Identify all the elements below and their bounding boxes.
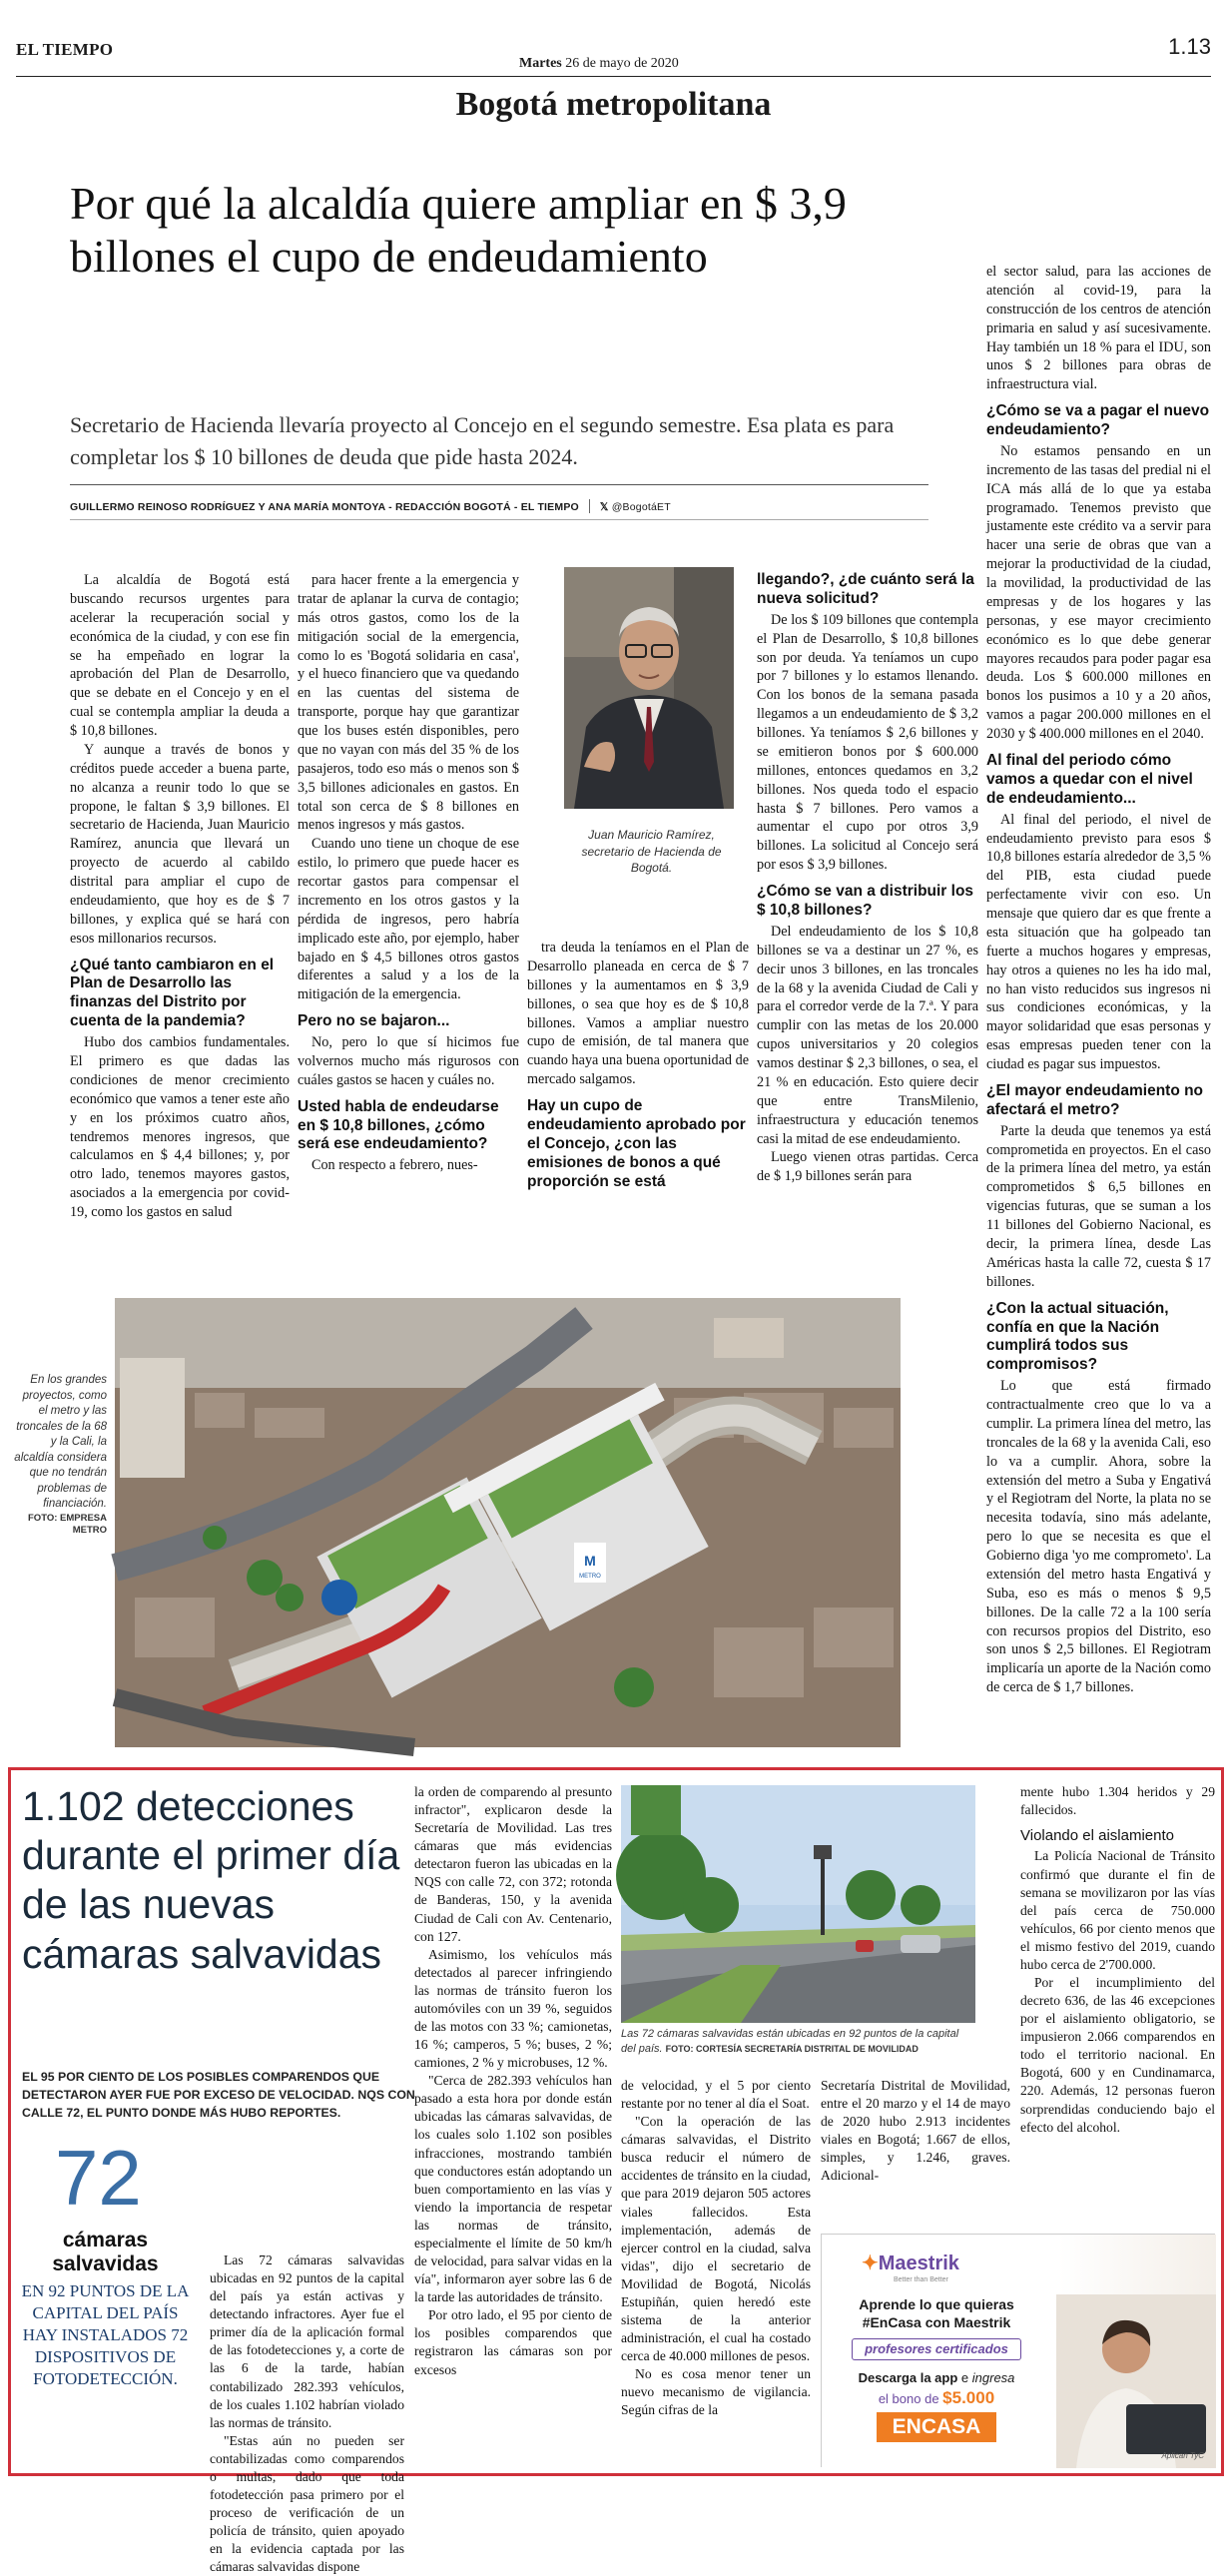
metro-sign-word: METRO — [579, 1574, 601, 1580]
ad-line-4 — [822, 2388, 1051, 2408]
camera-photo-credit: FOTO: CORTESÍA SECRETARÍA DISTRITAL DE MOVILIDAD — [665, 2043, 919, 2054]
paragraph: Por el incumplimiento del decreto 636, de las 46 excepciones por el aislamiento obligatorio, se impusieron 2.066 comparendos en todo el territorio nacional. En Bogotá, 600 y en Cundinamarca, 220. Además, 12 personas fueron sorprendidas conduciendo bajo el efecto del alcohol. — [1020, 1975, 1215, 2135]
paragraph: Las 72 cámaras salvavidas ubicadas en 92 puntos de la capital del país ya están activas y detectando infractores. Ayer fue el primer día de la aplicación formal de las fotodetecciones y, a corte de las 6 de la tarde, habían contabilizado 282.393 vehículos, de los cuales 1.102 habrían violado las normas de tránsito. — [210, 2253, 404, 2430]
metro-logo-left — [321, 1580, 357, 1615]
paragraph: Parte la deuda que tenemos ya está comprometida en proyectos. En el caso de la primera línea del metro, ya están comprometidos $ 6,5 billones en vigencias futuras, que se suman a los 11 billones del Gobierno Nacional, es decir, la primera línea, desde Las Américas hasta la calle 72, cuesta $ 17 billones. — [986, 1122, 1211, 1290]
big-stat-number: 72 — [55, 2134, 142, 2222]
paragraph: el sector salud, para las acciones de atención al covid-19, para la construcción de los centros de atención primaria en salud y así sucesivamente. Hay también un 18 % para el IDU, son unos $ 2 billones para obras de infraestructura vial. — [986, 264, 1211, 393]
main-photo-credit: FOTO: EMPRESA METRO — [28, 1512, 107, 1537]
paragraph: Del endeudamiento de los $ 10,8 billones se va a destinar un 27 %, es decir unos 3 billones, en las troncales de la 68 y la avenida Ciudad de Cali y para el corredor verde de la 7.ª. Y para cumplir con las metas de los 20.000 cupos universitarios y 20 colegios vamos destinar $ 2,3 billones, o sea, el 21 % en educación. Esto quiere decir que entre TransMilenio, infraestructura y educación tenemos casi la mitad de ese endeudamiento. — [757, 923, 978, 1147]
ad-line-3c: ingresa — [971, 2370, 1015, 2385]
page-number: 1.13 — [1168, 34, 1211, 59]
speed-camera-illustration — [621, 1785, 975, 2023]
question-heading: ¿Qué tanto cambiaron en el Plan de Desarrollo las finanzas del Distrito por cuenta de la pandemia? — [70, 956, 275, 1030]
paragraph: Cuando uno tiene un choque de ese estilo, lo primero que puede hacer es recortar gastos para compensar el incremento en los otros gastos y la pérdida de ingresos, pero habría implicado este año, por ejemplo, haber bajado en $ 4,5 billones otros gastos diferentes a salud y a los de la mitigación de la emergencia. — [298, 836, 519, 1003]
box-headline: 1.102 detecciones durante el primer día de las nuevas cámaras salvavidas — [22, 1783, 400, 1977]
paragraph: No estamos pensando en un incremento de las tasas del predial ni el ICA más allá de lo que ya estaba programado. Tenemos previsto que justamente este crédito va a servir para hacer una serie de obras que van a mejorar la productividad de la ciudad, la movilidad, la productividad de las empresas y de los hogares y las personas, y ese mayor crecimiento económico es lo que debe generar mayores recaudos para poder pagar esa deuda. Los $ 600.000 millones en bonos los pusimos a 10 y a 20 años, vamos a pagar 200.000 millones en el 2030 y $ 400.000 millones en el 2040. — [986, 442, 1211, 743]
ad-line-3b: e — [957, 2370, 972, 2385]
issue-date-rest: 26 de mayo de 2020 — [561, 56, 679, 71]
byline-divider — [70, 484, 928, 485]
speed-camera-photo — [621, 1785, 975, 2023]
ad-brand-name: Maestrik — [878, 2253, 959, 2274]
newspaper-logo: EL TIEMPO — [16, 40, 114, 59]
box-column-4 — [821, 2077, 1010, 2185]
paragraph: Al final del periodo, el nivel de endeudamiento previsto para esos $ 10,8 billones estaría alrededor de 3,5 % del PIB, esta ciudad puede perfectamente vivir con eso. Un mensaje que quiero dar es que frente a esta situación que ha golpeado tan fuerte a muchos hogares y empresas, hay otros a quienes no les ha ido mal, no han visto reducidos sus ingresos ni sus condiciones económicas, y la mayor solidaridad que esas personas y esas empresas pueden tener con la ciudad es pagar sus impuestos. — [986, 811, 1211, 1073]
byline-divider-bottom — [70, 519, 928, 520]
paragraph: la orden de comparendo al presunto infractor", explicaron desde la Secretaría de Movilidad. Las tres cámaras que más evidencias detectaron fueron las ubicadas en la NQS con calle 72, con 372; rotonda de Banderas, 150, y la avenida Ciudad de Cali con Av. Centenario, con 127. — [414, 1784, 612, 1944]
paragraph: No, pero lo que sí hicimos fue volvernos mucho más rigurosos con cuáles gastos se hacen y cuáles no. — [298, 1034, 519, 1088]
question-heading: ¿El mayor endeudamiento no afectará el metro? — [986, 1081, 1204, 1118]
paragraph: Por otro lado, el 95 por ciento de los posibles comparendos que registraron las cámaras son por excesos — [414, 2307, 612, 2377]
issue-day: Martes — [519, 56, 562, 71]
ad-badge: profesores certificados — [852, 2338, 1021, 2360]
portrait-photo — [564, 567, 734, 809]
question-heading: ¿Cómo se va a pagar el nuevo endeudamiento? — [986, 402, 1210, 439]
ad-line-3a: Descarga la app — [858, 2370, 958, 2385]
question-heading: ¿Cómo se van a distribuir los $ 10,8 billones? — [757, 883, 974, 919]
paragraph: Asimismo, los vehículos más detectados al parecer infringiendo las normas de tránsito fueron los automóviles con un 39 %, seguidos de las motos con 33 %; camionetas, 16 %; camperos, 5 %; buses, 2 %; camiones, 2 % y microbuses, 12 %. — [414, 1946, 612, 2071]
masthead-divider — [16, 76, 1211, 77]
section-title: Bogotá metropolitana — [455, 86, 772, 123]
paragraph: "Estas aún no pueden ser contabilizadas como comparendos o multas, dado que toda fotodetección pasa primero por el proceso de verificación de un policía de tránsito, quien apoyado en la evidencia captada por las cámaras salvavidas dispone — [210, 2432, 404, 2575]
article-column-3 — [527, 939, 749, 1194]
ad-line-1: Aprende lo que quieras — [859, 2296, 1014, 2312]
camera-photo-caption — [621, 2027, 975, 2057]
ad-brand-icon: ✦ — [862, 2253, 879, 2274]
paragraph: Secretaría Distrital de Movilidad, entre el 20 marzo y el 14 de mayo de 2020 hubo 2.913 incidentes viales en Bogotá; 1.667 de ellos, simples, y 1.246, graves. Adicional- — [821, 2078, 1010, 2184]
paragraph: De los $ 109 billones que contempla el Plan de Desarrollo, $ 10,8 billones son por deuda. Ya teníamos un cupo por 7 billones y lo estamos llenando. Con los bonos de la semana pasada llegamos a un endeudamiento de $ 3,2 billones. Ya teníamos $ 2,6 billones y se emitieron bonos por $ 600.000 millones, entonces quedamos en 3,2 billones. Nos queda todo el espacio hasta $ 7 billones. Pero vamos a aumentar el cupo por otros 3,9 billones. La solicitud al Concejo será por esos $ 3,9 billones. — [757, 611, 978, 874]
ad-person-illustration — [1056, 2294, 1216, 2468]
twitter-handle[interactable]: @BogotáET — [611, 501, 671, 513]
portrait-illustration — [564, 567, 734, 809]
question-heading: llegando?, ¿de cuánto será la nueva solicitud? — [757, 571, 974, 607]
box-column-5 — [1020, 1783, 1215, 2137]
metro-station-photo — [115, 1298, 901, 1747]
camera-photo-caption-text: Las 72 cámaras salvavidas están ubicadas en 92 puntos de la capital del país. — [621, 2028, 959, 2055]
question-heading: Usted habla de endeudarse en $ 10,8 billones, ¿cómo será ese endeudamiento? — [298, 1097, 499, 1153]
metro-sign-logo: M — [584, 1553, 596, 1569]
metro-station-illustration — [115, 1298, 901, 1747]
article-column-4 — [757, 571, 978, 1186]
ad-terms: Aplican TyC — [1161, 2451, 1204, 2460]
paragraph: mente hubo 1.304 heridos y 29 fallecidos. — [1020, 1784, 1215, 1818]
byline-authors: GUILLERMO REINOSO RODRÍGUEZ Y ANA MARÍA MONTOYA - REDACCIÓN BOGOTÁ - EL TIEMPO — [70, 501, 579, 513]
question-heading: Al final del periodo cómo vamos a quedar con el nivel de endeudamiento... — [986, 751, 1193, 807]
paragraph: de velocidad, y el 5 por ciento restante por no tener al día el Soat. — [621, 2078, 811, 2112]
byline-separator — [589, 499, 590, 513]
issue-date — [519, 56, 679, 72]
speed-camera — [814, 1845, 832, 1859]
paragraph: Lo que está firmado contractualmente creo que lo va a cumplir. La primera línea del metro, las troncales de la 68 y la avenida Cali, eso lo va a cumplir. Ahora, sobre la extensión del metro a Suba y Engativá y el Regiotram del Norte, la plata no se necesita todavía, sino más adelante, pero lo que se necesita es que el Gobierno diga 'yo me comprometo'. La extensión del metro hasta Engativá y Suba, eso es más o menos $ 9,5 billones. De la calle 72 a la 100 sería con recursos propios del Distrito, eso son unos $ 2,5 billones. El Regiotram implicaría un aporte de la Nación como de cerca de $ 1,7 billones. — [986, 1378, 1211, 1696]
ad-line-3 — [822, 2370, 1051, 2385]
paragraph: "Cerca de 282.393 vehículos han pasado a esta hora por donde están ubicadas las cámaras salvavidas, de los cuales solo 1.102 son posibles infracciones, mostrando también que conductores están adoptando un buen comportamiento en las vías y viendo la importancia de respetar las normas de tránsito, especialmente el límite de 50 km/h de velocidad, para salvar vidas en la vía", informaron ayer sobre las 6 de la tarde las autoridades de tránsito. — [414, 2073, 612, 2305]
byline — [70, 499, 671, 513]
paragraph: No es cosa menor tener un nuevo mecanismo de vigilancia. Según cifras de la — [621, 2366, 811, 2418]
ad-bonus-amount: $5.000 — [942, 2388, 995, 2407]
box-column-1 — [210, 2252, 404, 2576]
twitter-icon: 𝕏 — [599, 501, 612, 513]
box-column-3 — [621, 2077, 811, 2419]
paragraph: La alcaldía de Bogotá está buscando recursos urgentes para acelerar la recuperación social y económica de la ciudad, y con ese fin se ha empeñado en lograr la aprobación del Plan de Desarrollo, que se debate en el Concejo y en el cual se contempla ampliar la deuda a $ 10,8 billones. — [70, 572, 290, 739]
box-column-2 — [414, 1783, 612, 2379]
article-column-5 — [986, 263, 1211, 1697]
paragraph: Luego vienen otras partidas. Cerca de $ 1,9 billones serán para — [757, 1149, 978, 1185]
paragraph: Con respecto a febrero, nues- — [311, 1157, 478, 1174]
article-deck: Secretario de Hacienda llevaría proyecto al Concejo en el segundo semestre. Esa plata es para completar los $ 10 billones de deuda que pide hasta 2024. — [70, 412, 895, 469]
paragraph: La Policía Nacional de Tránsito confirmó que durante el fin de semana se movilizaron por las vías del país cerca de 750.000 vehículos, 66 por ciento menos que el mismo festivo del 2019, cuando hubo cerca de 2'700.000. — [1020, 1848, 1215, 1972]
ad-line-4a: el bono de — [878, 2391, 943, 2406]
article-column-2 — [298, 571, 519, 1175]
paragraph: Hubo dos cambios fundamentales. El primero es que dadas las condiciones de menor crecimiento económico que vamos a tener este año y en los próximos cuatro años, tendremos menores ingresos, que calculamos en $ 4,4 billones; y, por otro lado, tenemos mayores gastos, asociados a la emergencia por covid-19, como los gastos en salud — [70, 1034, 290, 1220]
maestrik-advertisement[interactable] — [821, 2234, 1215, 2467]
portrait-caption: Juan Mauricio Ramírez, secretario de Hacienda de Bogotá. — [581, 828, 722, 876]
article-headline: Por qué la alcaldía quiere ampliar en $ 3,9 billones el cupo de endeudamiento — [70, 178, 847, 282]
paragraph: Y aunque a través de bonos y créditos puede acceder a buena parte, no alcanza a reunir todo lo que se propone, le faltan $ 3,9 billones. El secretario de Hacienda, Juan Mauricio Ramírez, anuncia que llevará un proyecto de acuerdo al cabildo distrital para ampliar el cupo de endeudamiento, que hoy es de $ 7 billones, y explica qué se hará con esos millonarios recursos. — [70, 741, 290, 947]
paragraph: para hacer frente a la emergencia y tratar de aplanar la curva de contagio; más otros gastos, como los de la mitigación social de la emergencia, como lo es 'Bogotá solidaria en casa', y el hueco financiero que va quedando en las cuentas del sistema de transporte, porque hay que garantizar que los buses estén disponibles, pero que no vayan con más del 35 % de los pasajeros, todo eso más o menos son $ 3,5 billones adicionales en gastos. En total son cerca de $ 8 billones en menos ingresos y más gastos. — [298, 572, 519, 834]
ad-line-2: #EnCasa con Maestrik — [862, 2314, 1011, 2330]
big-stat-label: cámaras salvavidas — [52, 2229, 159, 2276]
ad-promo-code-button[interactable]: ENCASA — [877, 2412, 996, 2442]
main-photo-caption — [14, 1373, 107, 1538]
ad-brand-tagline: Better than Better — [894, 2276, 948, 2283]
main-photo-caption-text: En los grandes proyectos, como el metro y las troncales de la 68 y la Cali, la alcaldía considera que no tendrán problemas de financiación. — [14, 1374, 107, 1511]
box-lead: EL 95 POR CIENTO DE LOS POSIBLES COMPARENDOS QUE DETECTARON AYER FUE POR EXCESO DE VELOCIDAD. NQS CON CALLE 72, EL PUNTO DONDE MÁS HUBO REPORTES. — [22, 2070, 415, 2120]
article-column-1 — [70, 571, 290, 1222]
ad-brand — [862, 2251, 959, 2275]
paragraph: "Con la operación de las cámaras salvavidas, el Distrito busca reducir el número de accidentes de tránsito en la ciudad, que para 2019 dejaron 505 actores viales fallecidos. Esta implementación, además de ejercer control en la ciudad, salva vidas", dijo el secretario de Movilidad de Bogotá, Nicolás Estupiñán, quien heredó este sistema de la anterior administración, el cual ha costado cerca de 40.000 millones de pesos. — [621, 2114, 811, 2364]
paragraph: tra deuda la teníamos en el Plan de Desarrollo planeada en cerca de $ 7 billones y la aumentamos en $ 3,9 billones, o sea que hoy es de $ 10,8 billones. Vamos a ampliar nuestro cupo de emisión, de tal manera que cuando haya una buena oportunidad de mercado salgamos. — [527, 940, 749, 1088]
question-heading: Hay un cupo de endeudamiento aprobado por el Concejo, ¿con las emisiones de bonos a qué proporción se está — [527, 1097, 746, 1190]
subheading: Violando el aislamiento — [1020, 1827, 1174, 1845]
question-heading: ¿Con la actual situación, confía en que la Nación cumplirá todos sus compromisos? — [986, 1299, 1169, 1374]
big-stat-text: EN 92 PUNTOS DE LA CAPITAL DEL PAÍS HAY INSTALADOS 72 DISPOSITIVOS DE FOTODETECCIÓN. — [21, 2281, 190, 2389]
question-heading: Pero no se bajaron... — [298, 1012, 450, 1030]
